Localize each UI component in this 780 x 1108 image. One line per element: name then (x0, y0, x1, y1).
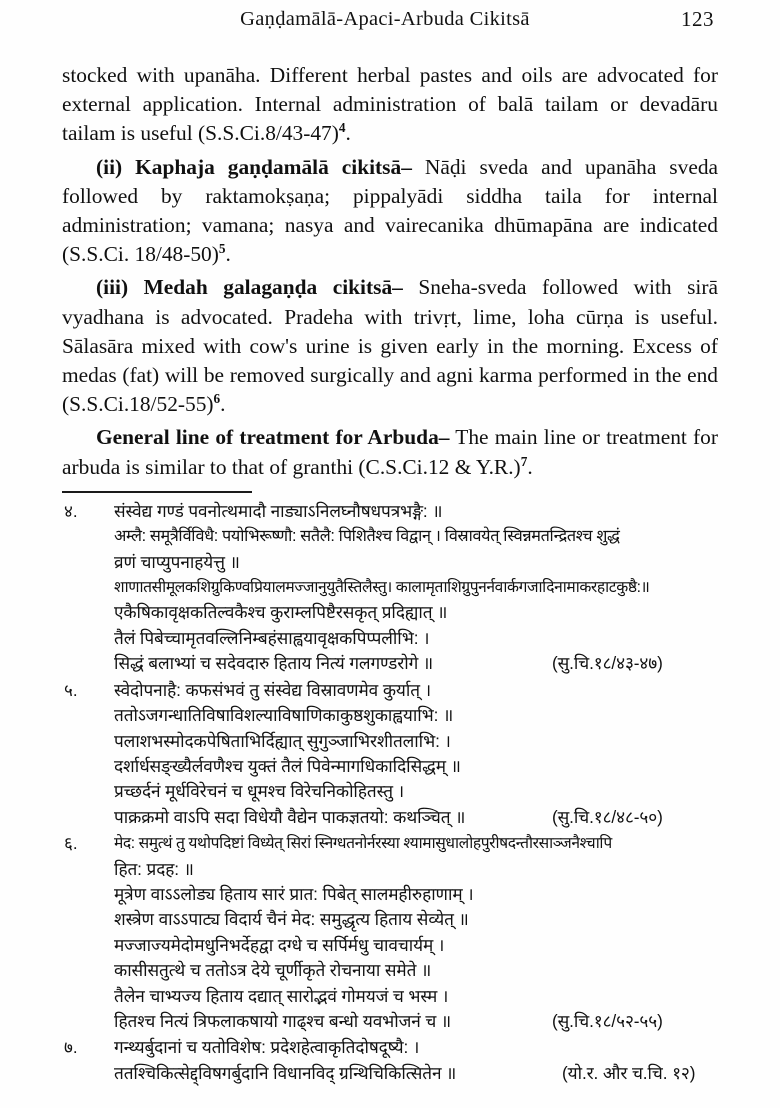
verse-line (114, 729, 718, 754)
footnote-entry-5 (62, 678, 718, 830)
verse-line (114, 1035, 718, 1060)
footnote-number: ६. (64, 834, 78, 854)
verse-line (114, 524, 718, 549)
verse-text: संस्वेद्य गण्डं पवनोत्थमादौ नाड्याऽनिलघ्नौषधपत्रभङ्गै: ॥ (114, 500, 443, 521)
paragraph-general-line-of-treatment-arbuda: General line of treatment for Arbuda– The main line or treatment for arbuda is similar to that of granthi (C.S.Ci.12 & Y.R.)$^7$. (62, 425, 718, 479)
paragraph-medah-galaganda-cikitsa: (iii) Medah galagaṇḍa cikitsā– Sneha-sveda followed with sirā vyadhana is advocated. Pradeha with trivṛt, lime, loha cūrṇa is useful. Sālasāra mixed with cow's urine is given early in the morning. Excess of medas (fat) will be removed surgically and agni karma performed in the end $(S.S.Ci.18/52-55)^6$. (62, 275, 718, 417)
verse-text: पाक्रक्रमो वाऽपि सदा विधेयौ वैद्येन पाकज्ञतयो: कथञ्चित् ॥ (114, 806, 466, 827)
verse-line (114, 1061, 718, 1086)
verse-line (114, 958, 718, 983)
paragraph-text: Nāḍi sveda and upanāha sveda followed by raktamokṣaṇa; pippalyādi siddha taila for internal administration; vamana; nasya and vairecanika dhūmapāna are indicated (S.S.Ci. 18/48-50) (62, 154, 719, 267)
footnote-entry-6 (62, 831, 718, 1034)
verse-line (114, 907, 718, 932)
footnote-entry-4 (62, 499, 718, 677)
footnote-separator (62, 491, 252, 493)
verse-line (114, 857, 718, 882)
footnote-verse-lines (114, 1035, 718, 1086)
verse-text: मूत्रेण वाऽऽलोड्य हिताय सारं प्रात: पिबेत् सालमहीरुहाणाम् । (114, 883, 474, 904)
verse-line (114, 703, 718, 728)
verse-text: तैलेन चाभ्यज्य हिताय दद्यात् सारोद्भवं गोमयजं च भस्म । (114, 985, 449, 1006)
verse-line (114, 779, 718, 804)
verse-line (114, 678, 718, 703)
footnote-marker: 5 (218, 241, 226, 257)
verse-text: शाणातसीमूलकशिग्रुकिण्वप्रियालमज्जानुयुतैस्तिलैस्तु। कालामृताशिग्रुपुनर्नवार्कगजादिनामाकरहाटकुष्ठै:॥ (114, 579, 650, 597)
verse-text: स्वेदोपनाहै: कफसंभवं तु संस्वेद्य विस्रावणमेव कुर्यात् । (114, 679, 432, 700)
verse-text: मज्जाज्यमेदोमधुनिभर्देहद्वा दग्धे च सर्पिर्मधु चावचार्यम् । (114, 934, 445, 955)
page-number: 123 (681, 7, 714, 31)
verse-text: सिद्धं बलाभ्यां च सदेवदारु हिताय नित्यं गलगण्डरोगे ॥ (114, 653, 434, 674)
footnote-number: ७. (64, 1038, 78, 1058)
footnote-verse-lines (114, 831, 718, 1034)
verse-line (114, 1009, 718, 1034)
verse-text: हित: प्रदह: ॥ (114, 858, 194, 879)
paragraph-kaphaja-gandamala-cikitsa: (ii) Kaphaja gaṇḍamālā cikitsā– Nāḍi sveda and upanāha sveda followed by raktamokṣaṇa; pippalyādi siddha taila for internal administration; vamana; nasya and vairecanika dhūmapāna are indicated (S.S.Ci. 18/48-50)$^5$. (62, 154, 719, 267)
paragraph-lead: General line of treatment for Arbuda– (96, 425, 450, 450)
verse-text: दर्शार्धसङ्ख्यैर्लवणैश्च युक्तं तैलं पिवेन्मागधिकादिसिद्धम् ॥ (114, 755, 461, 776)
paragraph-text: stocked with upanāha. Different herbal pastes and oils are advocated for external application. Internal administration of balā tailam or devadāru tailam is useful (S.S.Ci.8/43-47) (62, 63, 718, 146)
verse-citation: (सु.चि.१८/५२-५५) (552, 1010, 663, 1031)
verse-text: प्रच्छर्दनं मूर्धविरेचनं च धूमश्च विरेचनिकोहितस्तु । (114, 781, 404, 802)
verse-citation: (सु.चि.१८/४३-४७) (552, 653, 663, 674)
verse-citation: (सु.चि.१८/४८-५०) (552, 806, 663, 827)
verse-line (114, 831, 718, 856)
footnote-number: ५. (64, 680, 78, 700)
footnote-section (62, 499, 718, 1086)
verse-text: अम्लै: समूत्रैर्विविधै: पयोभिरूष्णौ: सतैलै: पिशितैश्च विद्वान् । विस्रावयेत् स्विन्नमतन्द्रितश्च शुद्धं (114, 527, 620, 546)
footnote-marker: 4 (338, 120, 346, 136)
verse-line (114, 882, 718, 907)
verse-text: पलाशभस्मोदकपेषिताभिर्दिह्यात् सुगुञ्जाभिरशीतलाभि: । (114, 730, 451, 751)
running-header (62, 0, 718, 52)
paragraph-continuation: stocked with upanāha. Different herbal pastes and oils are advocated for external application. Internal administration of balā tailam or devadāru tailam is useful $(S.S.Ci.8/43-47)^4$. (62, 63, 718, 146)
verse-text: ततोऽजगन्धातिविषाविशल्याविषाणिकाकुष्ठशुकाह्वयाभि: ॥ (114, 705, 454, 726)
footnote-marker: 7 (520, 453, 528, 469)
verse-text: गन्थ्यर्बुदानां च यतोविशेष: प्रदेशहेत्वाकृतिदोषदूष्यै: । (114, 1037, 420, 1058)
verse-citation: (यो.र. और च.चि. १२) (562, 1062, 696, 1083)
page-title: Gaṇḍamālā-Apaci-Arbuda Cikitsā (240, 8, 530, 30)
footnote-marker: 6 (213, 391, 221, 407)
verse-text: एकैषिकावृक्षकतिल्वकैश्च कुराम्लपिष्टैरसकृत् प्रदिह्यात् ॥ (114, 602, 448, 623)
verse-line (114, 550, 718, 575)
verse-text: शस्त्रेण वाऽऽपाट्य विदार्य चैनं मेद: समुद्धृत्य हिताय सेव्येत् ॥ (114, 909, 469, 930)
footnote-number: ४. (64, 501, 78, 521)
verse-line (114, 754, 718, 779)
paragraph-text: The main line or treatment for arbuda is similar to that of granthi (C.S.Ci.12 & Y.R.) (62, 425, 718, 479)
verse-line (114, 499, 718, 524)
verse-line (114, 805, 718, 830)
verse-line (114, 600, 718, 625)
verse-text: मेद: समुत्थं तु यथोपदिष्टां विध्येत् सिरां स्निग्धतनोर्नरस्या श्यामासुधालोहपुरीषदन्तौरसाञ्जनैश्चापि (114, 835, 612, 853)
verse-text: ततश्चिकित्सेद्द्विषगर्बुदानि विधानविद् ग्रन्थिचिकित्सितेन ॥ (114, 1062, 457, 1083)
paragraph-text: Sneha-sveda followed with sirā vyadhana is advocated. Pradeha with trivṛt, lime, loha cūrṇa is useful. Sālasāra mixed with cow's urine is given early in the morning. Excess of medas (fat) will be removed surgically and agni karma performed in the end (S.S.Ci.18/52-55) (62, 275, 718, 417)
footnote-verse-lines (114, 499, 718, 677)
paragraph-lead: (iii) Medah galagaṇḍa cikitsā– (96, 275, 403, 300)
verse-text: व्रणं चाप्युपनाहयेत्तु ॥ (114, 551, 240, 572)
footnote-entry-7 (62, 1035, 718, 1086)
verse-line (114, 626, 718, 651)
body-text-column (62, 61, 718, 482)
verse-line (114, 933, 718, 958)
verse-text: कासीसतुत्थे च ततोऽत्र देये चूर्णीकृते रोचनाया समेते ॥ (114, 960, 432, 981)
footnote-verse-lines (114, 678, 718, 830)
verse-text: तैलं पिबेच्चामृतवल्लिनिम्बहंसाह्वयावृक्षकपिप्पलीभि: । (114, 627, 430, 648)
paragraph-lead: (ii) Kaphaja gaṇḍamālā cikitsā– (96, 154, 412, 179)
verse-line (114, 575, 718, 600)
verse-line (114, 984, 718, 1009)
verse-text: हितश्च नित्यं त्रिफलाकषायो गाढ्श्च बन्धो यवभोजनं च ॥ (114, 1010, 452, 1031)
verse-line (114, 651, 718, 676)
